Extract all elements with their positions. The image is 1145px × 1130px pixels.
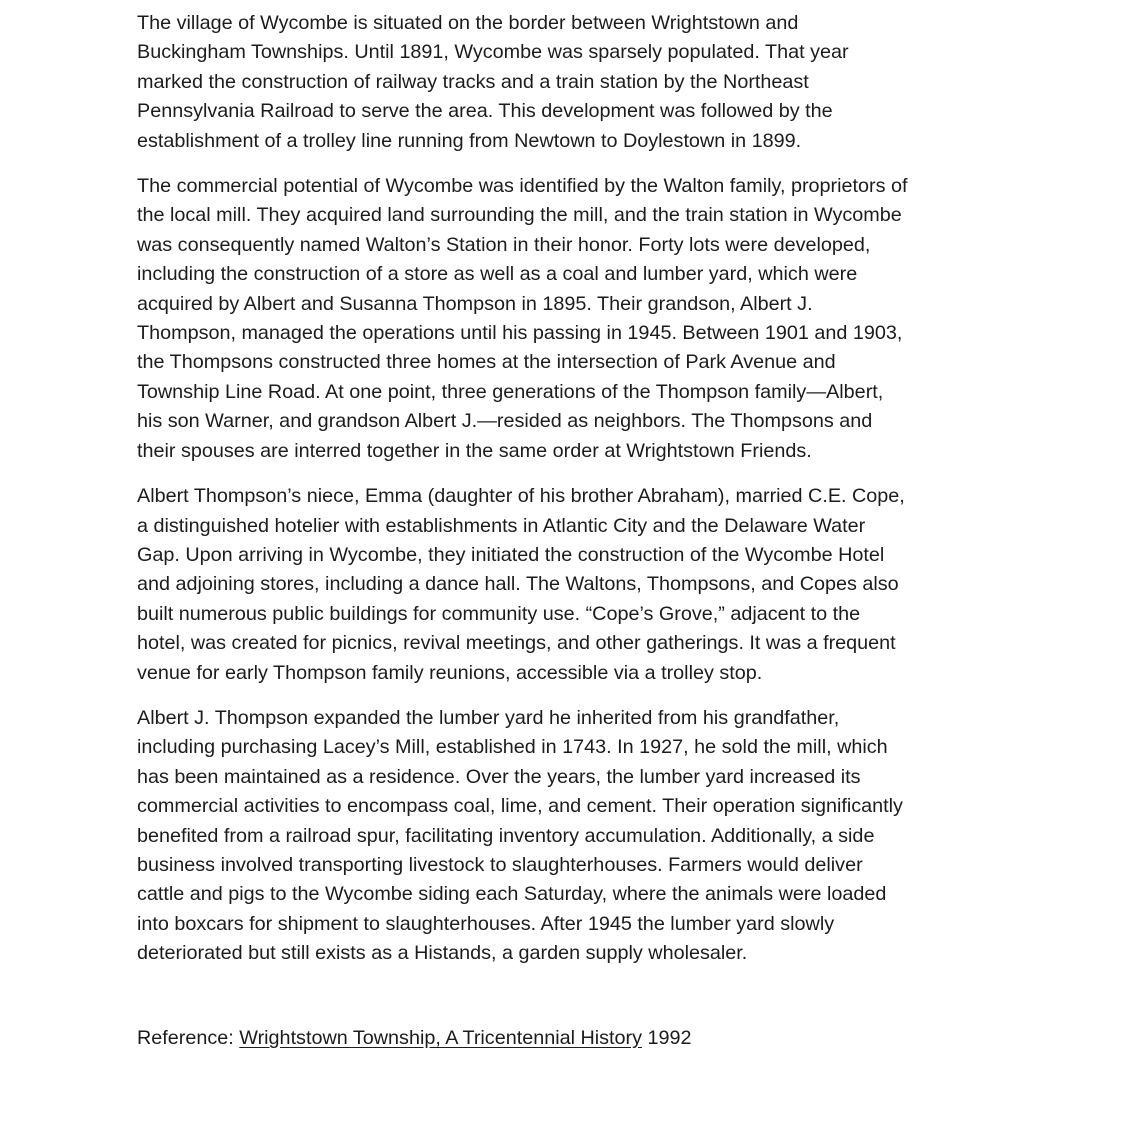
reference-year: 1992: [647, 1027, 692, 1049]
paragraph-1: The village of Wycombe is situated on the border between Wrightstown and Buckingham Townships. Until 1891, Wycombe was sparsely populated. That year marked the construction of railway tracks and a train station by the Northeast Pennsylvania Railroad to serve the area. This development was followed by the establishment of a trolley line running from Newtown to Doylestown in 1899.: [137, 12, 849, 152]
paragraph-2: The commercial potential of Wycombe was identified by the Walton family, proprietors of the local mill. They acquired land surrounding the mill, and the train station in Wycombe was consequently named Walton’s Station in their honor. Forty lots were developed, including the construction of a store as well as a coal and lumber yard, which were acquired by Albert and Susanna Thompson in 1895. Their grandson, Albert J. Thompson, managed the operations until his passing in 1945. Between 1901 and 1903, the Thompsons constructed three homes at the intersection of Park Avenue and Township Line Road. At one point, three generations of the Thompson family—Albert, his son Warner, and grandson Albert J.—resided as neighbors. The Thompsons and their spouses are interred together in the same order at Wrightstown Friends.: [137, 175, 908, 462]
reference-line: [137, 1024, 1017, 1053]
document-body: [137, 9, 1017, 985]
reference-title: Wrightstown Township, A Tricentennial History: [239, 1027, 643, 1049]
reference-label: Reference:: [137, 1027, 234, 1049]
paragraph-3: Albert Thompson’s niece, Emma (daughter of his brother Abraham), married C.E. Cope, a distinguished hotelier with establishments in Atlantic City and the Delaware Water Gap. Upon arriving in Wycombe, they initiated the construction of the Wycombe Hotel and adjoining stores, including a dance hall. The Waltons, Thompsons, and Copes also built numerous public buildings for community use. “Cope’s Grove,” adjacent to the hotel, was created for picnics, revival meetings, and other gatherings. It was a frequent venue for early Thompson family reunions, accessible via a trolley stop.: [137, 485, 905, 684]
paragraph-4: Albert J. Thompson expanded the lumber yard he inherited from his grandfather, including purchasing Lacey’s Mill, established in 1743. In 1927, he sold the mill, which has been maintained as a residence. Over the years, the lumber yard increased its commercial activities to encompass coal, lime, and cement. Their operation significantly benefited from a railroad spur, facilitating inventory accumulation. Additionally, a side business involved transporting livestock to slaughterhouses. Farmers would deliver cattle and pigs to the Wycombe siding each Saturday, where the animals were loaded into boxcars for shipment to slaughterhouses. After 1945 the lumber yard slowly deteriorated but still exists as a Histands, a garden supply wholesaler.: [137, 706, 903, 965]
